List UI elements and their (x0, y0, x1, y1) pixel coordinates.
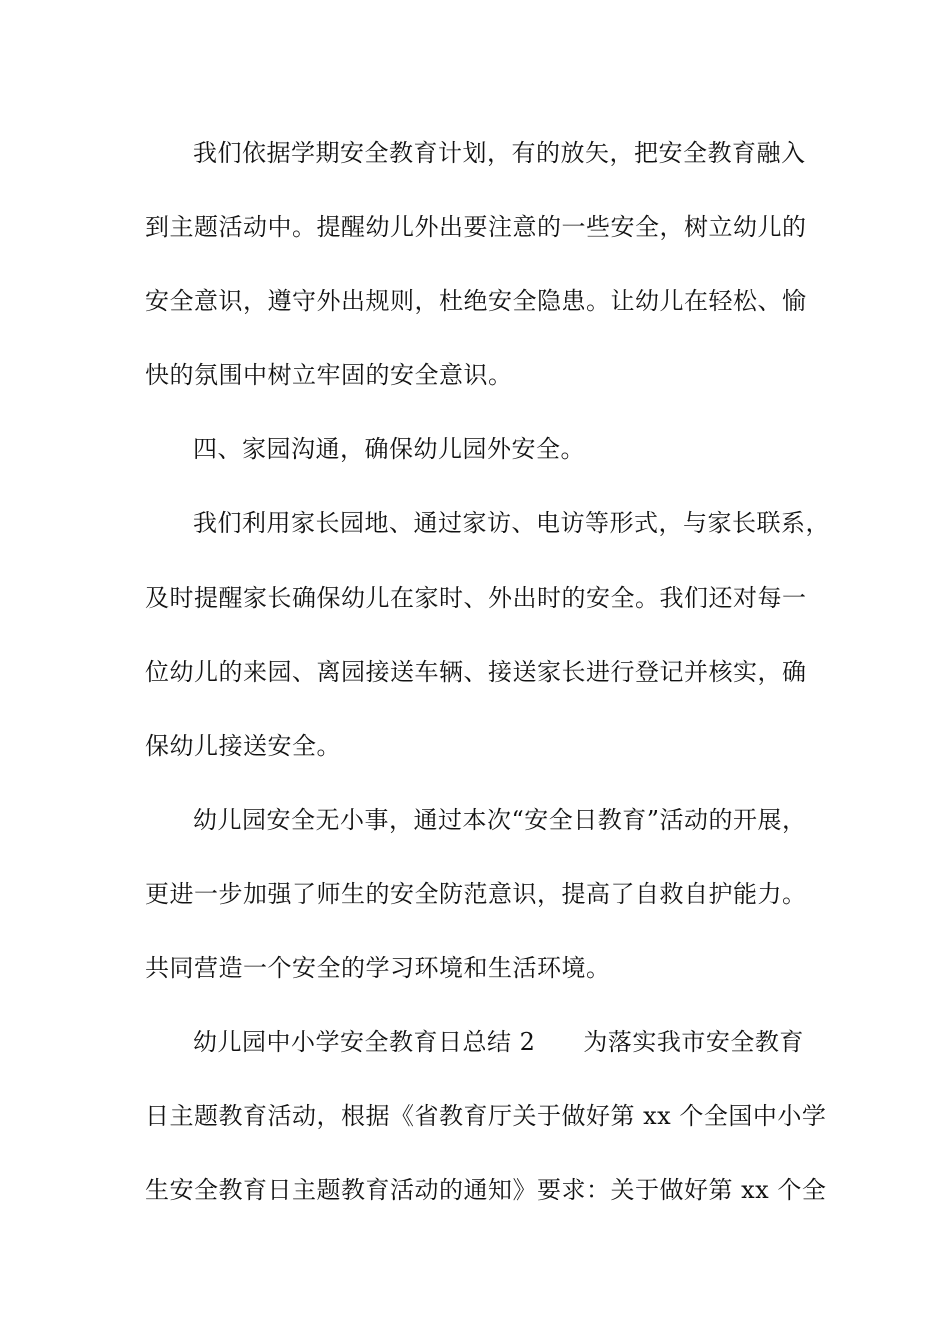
paragraph-line: 我们利用家长园地、通过家访、电访等形式，与家长联系， (193, 509, 830, 537)
paragraph-line: 更进一步加强了师生的安全防范意识，提高了自救自护能力。 (145, 880, 807, 908)
section-heading: 四、家园沟通，确保幼儿园外安全。 (193, 435, 585, 463)
paragraph-line: 生安全教育日主题教育活动的通知》要求：关于做好第 xx 个全 (145, 1176, 827, 1204)
paragraph-line: 安全意识，遵守外出规则，杜绝安全隐患。让幼儿在轻松、愉 (145, 287, 807, 315)
summary-title-line (193, 1022, 804, 1062)
paragraph-line: 保幼儿接送安全。 (145, 732, 341, 760)
paragraph-line: 日主题教育活动，根据《省教育厅关于做好第 xx 个全国中小学 (145, 1102, 827, 1130)
paragraph-line: 位幼儿的来园、离园接送车辆、接送家长进行登记并核实，确 (145, 658, 807, 686)
paragraph-line: 共同营造一个安全的学习环境和生活环境。 (145, 954, 611, 982)
paragraph-line: 我们依据学期安全教育计划，有的放矢，把安全教育融入 (193, 139, 806, 167)
summary-start: 为落实我市安全教育 (583, 1028, 804, 1056)
paragraph-line: 到主题活动中。提醒幼儿外出要注意的一些安全，树立幼儿的 (145, 213, 807, 241)
paragraph-line: 快的氛围中树立牢固的安全意识。 (145, 361, 513, 389)
summary-title: 幼儿园中小学安全教育日总结 2 (193, 1028, 536, 1056)
paragraph-line: 及时提醒家长确保幼儿在家时、外出时的安全。我们还对每一 (145, 584, 807, 612)
paragraph-line: 幼儿园安全无小事，通过本次“安全日教育”活动的开展， (193, 806, 807, 834)
